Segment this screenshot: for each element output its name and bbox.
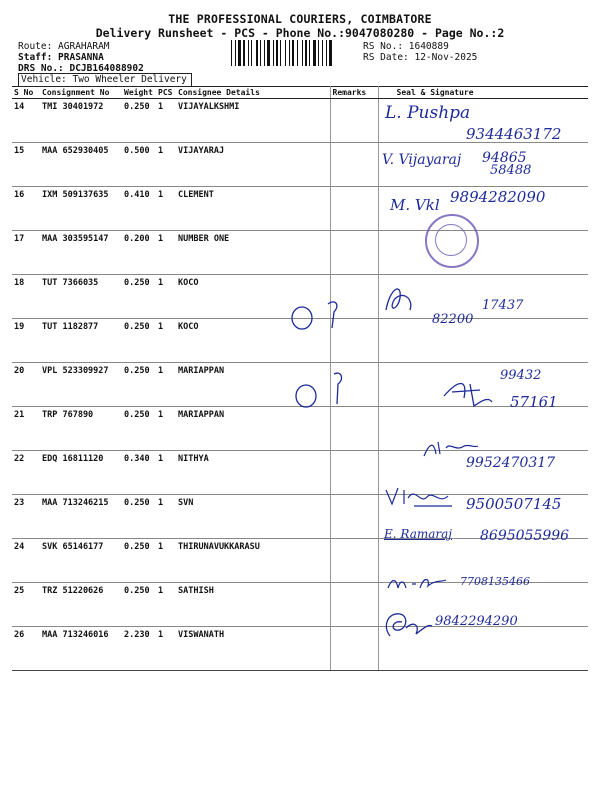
cell-consignment-no: SVK 65146177 [40,539,122,583]
cell-weight: 0.250 [122,99,156,143]
cell-weight: 0.250 [122,319,156,363]
scribble-mark-row-19 [288,296,348,336]
cell-weight: 0.250 [122,275,156,319]
cell-consignee: THIRUNAVUKKARASU [176,539,330,583]
cell-sno: 20 [12,363,40,407]
col-header-remarks: Remarks [330,87,378,99]
cell-consignee: KOCO [176,319,330,363]
cell-sno: 15 [12,143,40,187]
cell-sno: 14 [12,99,40,143]
cell-pcs: 1 [156,275,176,319]
cell-pcs: 1 [156,407,176,451]
phone-row-24: 8695055996 [480,528,570,544]
signature-row-14: L. Pushpa [385,103,471,123]
phone-row-25: 7708135466 [460,575,530,588]
cell-pcs: 1 [156,583,176,627]
signature-row-22 [420,436,480,460]
phone-row-16: 9894282090 [450,188,546,206]
signature-row-24: E. Ramaraj [384,527,452,541]
signature-row-18 [380,280,430,320]
cell-consignee: SVN [176,495,330,539]
cell-weight: 0.250 [122,407,156,451]
cell-consignment-no: MAA 713246215 [40,495,122,539]
cell-weight: 0.410 [122,187,156,231]
cell-consignee: NUMBER ONE [176,231,330,275]
cell-consignment-no: TRP 767890 [40,407,122,451]
phone-row-14: 9344463172 [466,125,562,143]
col-header-pcs: PCS [156,87,176,99]
cell-remarks [330,627,378,671]
cell-consignment-no: MAA 713246016 [40,627,122,671]
signature-row-25 [386,570,456,594]
rs-date: RS Date: 12-Nov-2025 [363,52,478,63]
cell-sno: 23 [12,495,40,539]
signature-row-16: M. Vkl [390,196,440,214]
table-row [12,627,588,671]
table-row [12,231,588,275]
signature-row-20 [440,372,500,412]
col-header-weight: Weight [122,87,156,99]
cell-consignee: VISWANATH [176,627,330,671]
col-header-sno: S No [12,87,40,99]
drs-number: DRS No.: DCJB164088902 [18,63,144,74]
cell-consignment-no: TUT 1182877 [40,319,122,363]
cell-signature [378,407,588,451]
cell-consignment-no: IXM 509137635 [40,187,122,231]
seal-stamp [425,214,479,268]
cell-consignee: SATHISH [176,583,330,627]
barcode-image [230,40,358,66]
cell-weight: 0.500 [122,143,156,187]
cell-consignment-no: MAA 652930405 [40,143,122,187]
company-title: THE PROFESSIONAL COURIERS, COIMBATORE [168,12,432,26]
cell-sno: 21 [12,407,40,451]
cell-consignment-no: MAA 303595147 [40,231,122,275]
cell-sno: 24 [12,539,40,583]
number-row-20: 99432 [500,368,542,383]
cell-pcs: 1 [156,363,176,407]
signature-row-26 [380,606,434,642]
number-row-21: 57161 [510,393,558,411]
signature-row-23 [384,484,456,510]
cell-consignee: NITHYA [176,451,330,495]
cell-sno: 22 [12,451,40,495]
cell-consignee: MARIAPPAN [176,407,330,451]
cell-pcs: 1 [156,495,176,539]
runsheet-subtitle: Delivery Runsheet - PCS - Phone No.:9047080280 - Page No.:2 [95,26,505,40]
cell-remarks [330,143,378,187]
cell-remarks [330,99,378,143]
vehicle-label: Vehicle: Two Wheeler Delivery [18,73,192,86]
cell-consignment-no: TMI 30401972 [40,99,122,143]
table-header [12,87,588,99]
phone-row-22: 9952470317 [466,455,556,471]
col-header-consignment: Consignment No [40,87,122,99]
cell-weight: 0.250 [122,583,156,627]
cell-weight: 0.340 [122,451,156,495]
number-row-18: 82200 [432,312,474,327]
cell-sno: 25 [12,583,40,627]
rs-number: RS No.: 1640889 [363,41,449,52]
cell-remarks [330,231,378,275]
cell-consignee: VIJAYARAJ [176,143,330,187]
cell-remarks [330,187,378,231]
phone-row-15a: 94865 [482,150,527,166]
cell-sno: 18 [12,275,40,319]
cell-pcs: 1 [156,99,176,143]
cell-weight: 0.250 [122,539,156,583]
cell-pcs: 1 [156,231,176,275]
scribble-mark-row-21 [292,370,352,414]
cell-consignment-no: EDQ 16811120 [40,451,122,495]
cell-pcs: 1 [156,143,176,187]
cell-pcs: 1 [156,451,176,495]
cell-consignment-no: TUT 7366035 [40,275,122,319]
cell-weight: 2.230 [122,627,156,671]
cell-pcs: 1 [156,319,176,363]
cell-sno: 19 [12,319,40,363]
cell-weight: 0.250 [122,363,156,407]
cell-weight: 0.200 [122,231,156,275]
col-header-signature: Seal & Signature [378,87,588,99]
cell-sno: 26 [12,627,40,671]
cell-consignee: CLEMENT [176,187,330,231]
phone-row-26: 9842294290 [435,614,518,629]
number-row-19: 17437 [482,298,524,313]
route-label: Route: AGRAHARAM [18,41,110,52]
cell-pcs: 1 [156,627,176,671]
phone-row-15b: 58488 [490,163,532,178]
cell-remarks [330,539,378,583]
cell-sno: 17 [12,231,40,275]
cell-consignee: VIJAYALKSHMI [176,99,330,143]
cell-consignee: KOCO [176,275,330,319]
cell-consignment-no: TRZ 51220626 [40,583,122,627]
cell-remarks [330,451,378,495]
cell-consignee: MARIAPPAN [176,363,330,407]
cell-weight: 0.250 [122,495,156,539]
cell-pcs: 1 [156,187,176,231]
cell-remarks [330,583,378,627]
cell-pcs: 1 [156,539,176,583]
staff-label: Staff: PRASANNA [18,52,104,63]
cell-sno: 16 [12,187,40,231]
cell-signature [378,319,588,363]
col-header-consignee: Consignee Details [176,87,330,99]
signature-row-15: V. Vijayaraj [382,152,462,168]
cell-remarks [330,495,378,539]
phone-row-23: 9500507145 [466,495,562,513]
cell-consignment-no: VPL 523309927 [40,363,122,407]
cell-signature [378,231,588,275]
